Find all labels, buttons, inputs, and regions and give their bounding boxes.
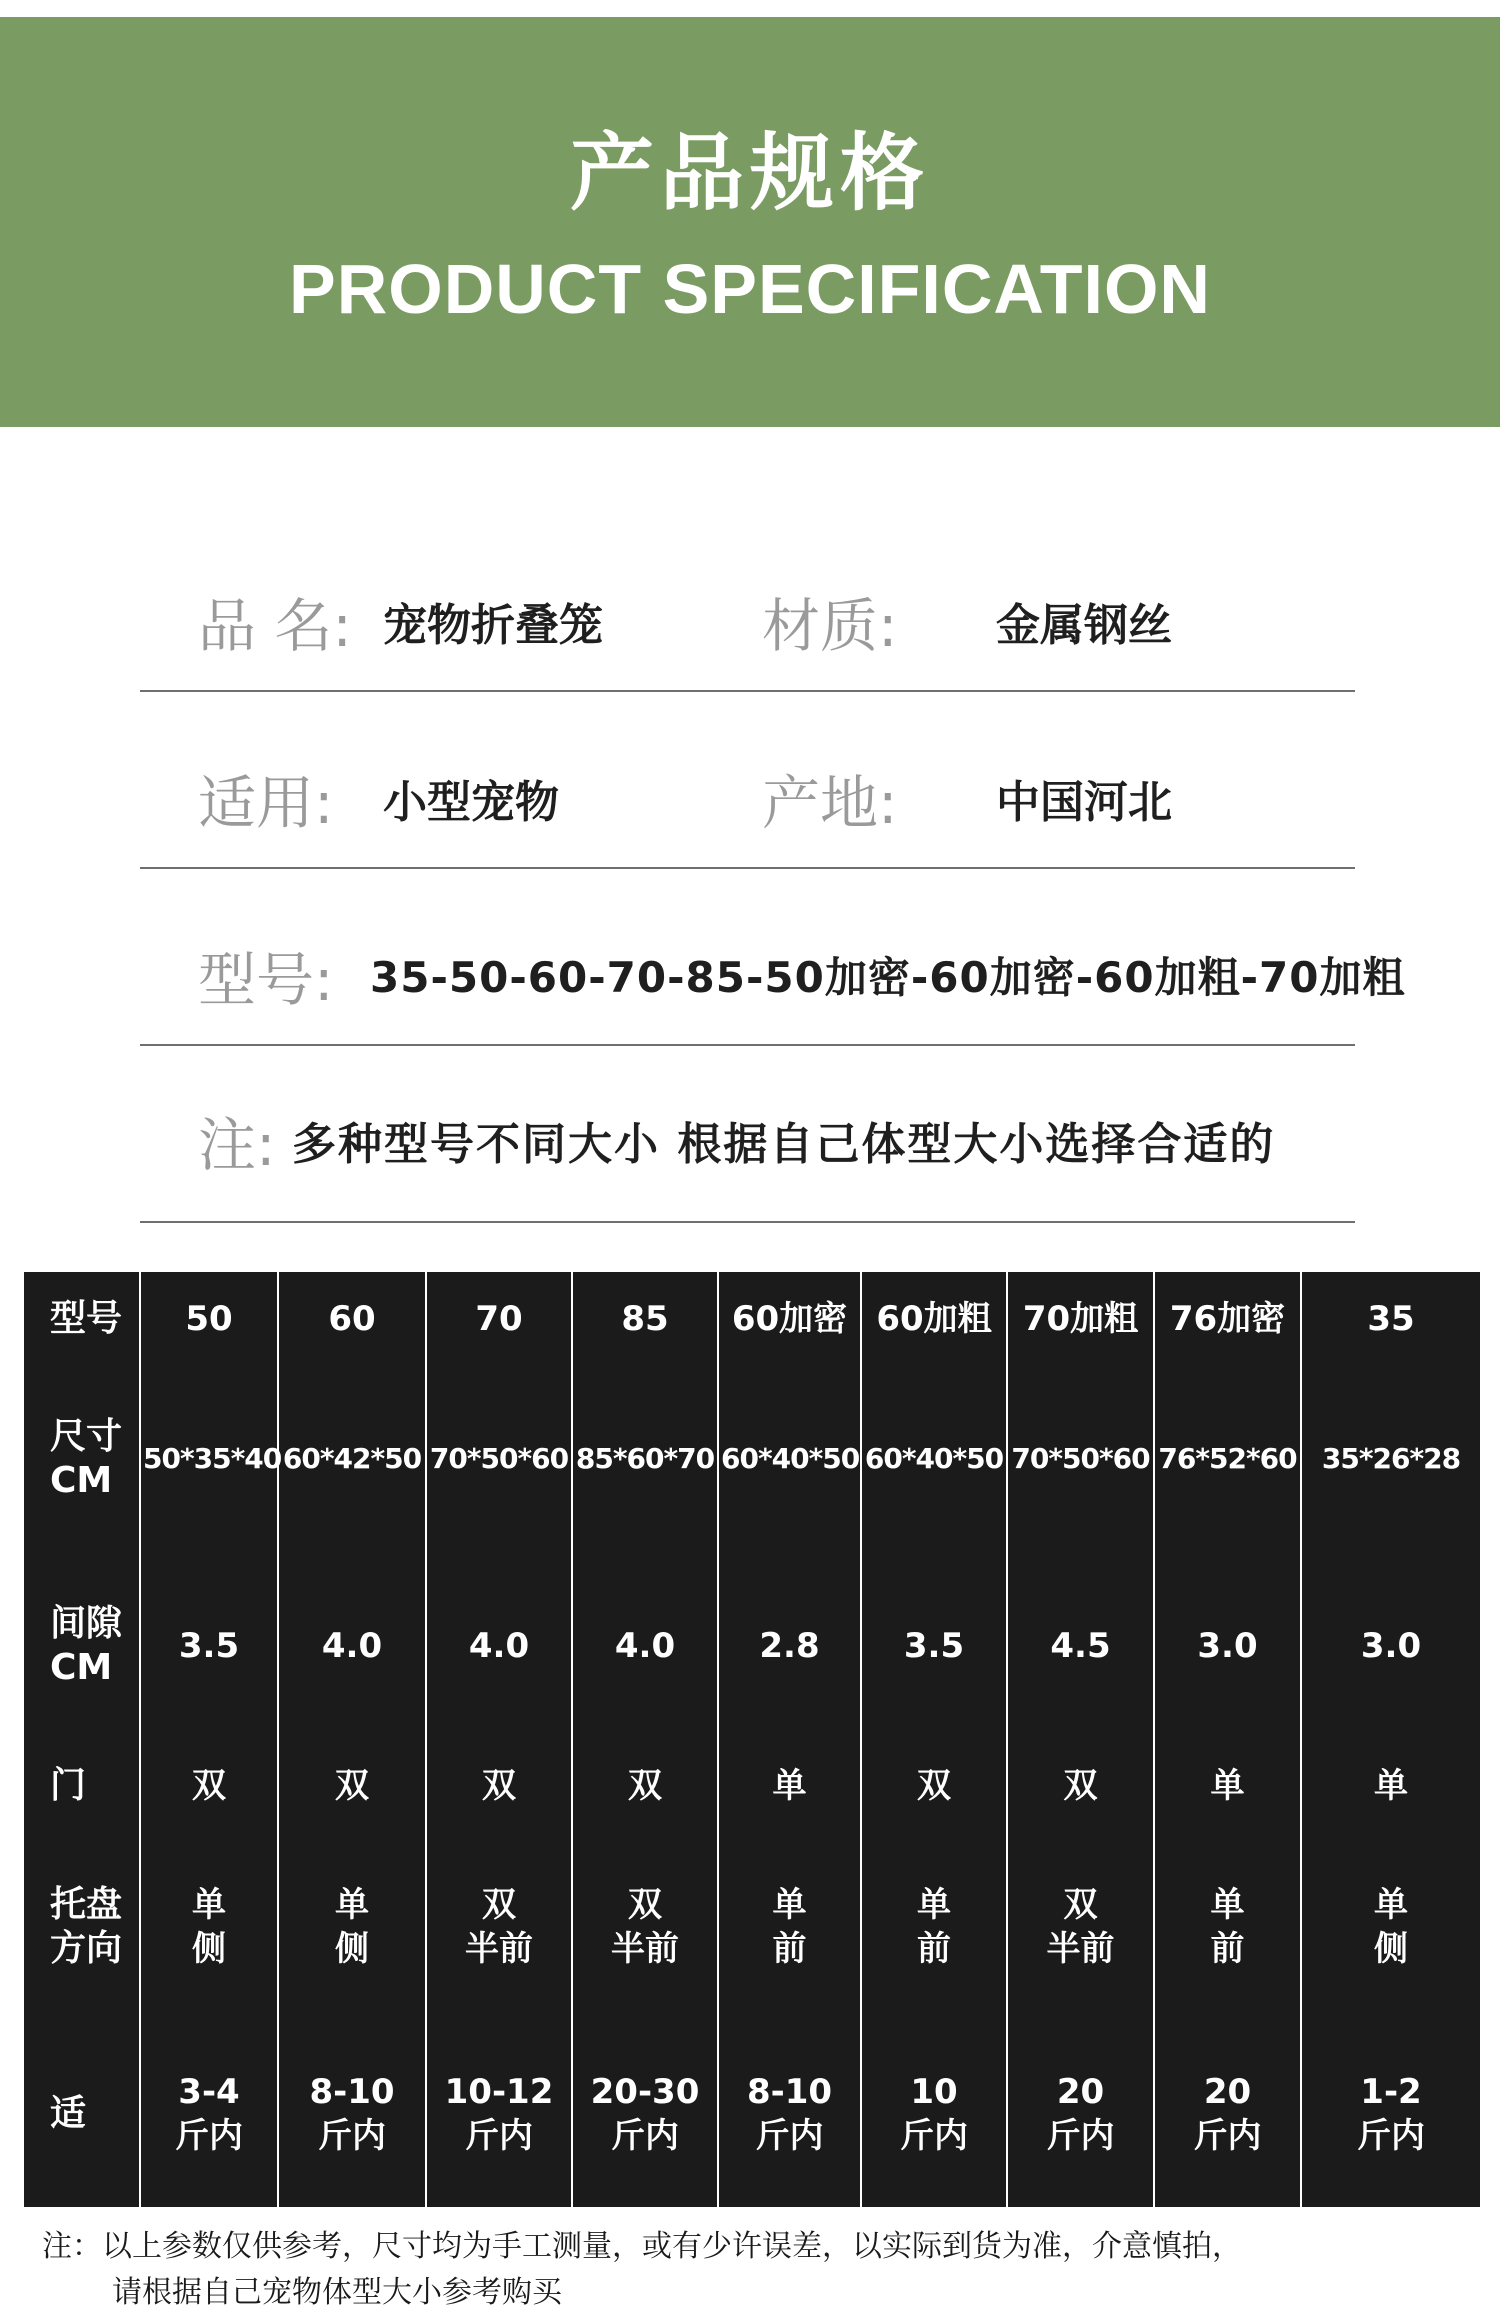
table-cell: 60 bbox=[278, 1272, 426, 1366]
table-cell: 单 侧 bbox=[1301, 1833, 1480, 2020]
table-cell: 2.8 bbox=[718, 1553, 861, 1740]
table-cell: 3.5 bbox=[861, 1553, 1007, 1740]
table-cell: 3-4 斤内 bbox=[140, 2020, 278, 2207]
table-cell: 70*50*60 bbox=[1007, 1366, 1154, 1553]
table-cell: 50 bbox=[140, 1272, 278, 1366]
table-row bbox=[24, 1833, 1480, 2020]
table-cell: 双 bbox=[140, 1740, 278, 1834]
divider bbox=[140, 1221, 1355, 1223]
table-cell: 4.0 bbox=[278, 1553, 426, 1740]
table-cell: 60*40*50 bbox=[861, 1366, 1007, 1553]
note-value: 多种型号不同大小 根据自己体型大小选择合适的 bbox=[292, 1119, 1276, 1170]
row-header: 型号 bbox=[50, 1297, 123, 1339]
table-row bbox=[24, 1366, 1480, 1553]
spec-table bbox=[24, 1272, 1480, 2207]
table-cell: 双 bbox=[426, 1740, 572, 1834]
table-cell: 8-10 斤内 bbox=[718, 2020, 861, 2207]
spec-row-model bbox=[140, 887, 1406, 1063]
table-cell: 70*50*60 bbox=[426, 1366, 572, 1553]
table-cell: 50*35*40 bbox=[140, 1366, 278, 1553]
usage-label: 适用: bbox=[198, 769, 334, 837]
divider bbox=[140, 690, 1355, 692]
row-header: 托盘 方向 bbox=[50, 1883, 123, 1969]
page-subtitle: PRODUCT SPECIFICATION bbox=[289, 249, 1211, 328]
table-cell: 20 斤内 bbox=[1154, 2020, 1301, 2207]
table-cell: 3.0 bbox=[1301, 1553, 1480, 1740]
table-cell: 单 前 bbox=[718, 1833, 861, 2020]
usage-value: 小型宠物 bbox=[383, 777, 559, 828]
table-cell: 3.0 bbox=[1154, 1553, 1301, 1740]
table-row bbox=[24, 1740, 1480, 1834]
table-cell: 76加密 bbox=[1154, 1272, 1301, 1366]
table-cell: 35*26*28 bbox=[1301, 1366, 1480, 1553]
table-cell: 4.0 bbox=[572, 1553, 718, 1740]
page-title: 产品规格 bbox=[569, 123, 930, 222]
note-label: 注: bbox=[198, 1111, 276, 1179]
row-header: 尺寸 CM bbox=[50, 1416, 123, 1501]
table-cell: 10 斤内 bbox=[861, 2020, 1007, 2207]
table-cell: 70加粗 bbox=[1007, 1272, 1154, 1366]
model-label: 型号: bbox=[198, 946, 334, 1014]
table-cell: 单 bbox=[1154, 1740, 1301, 1834]
material-value: 金属钢丝 bbox=[996, 600, 1172, 651]
table-cell: 4.0 bbox=[426, 1553, 572, 1740]
table-cell: 单 前 bbox=[861, 1833, 1007, 2020]
table-cell: 60加粗 bbox=[861, 1272, 1007, 1366]
origin-label: 产地: bbox=[762, 769, 898, 837]
table-cell: 3.5 bbox=[140, 1553, 278, 1740]
table-cell: 60*42*50 bbox=[278, 1366, 426, 1553]
table-cell: 1-2 斤内 bbox=[1301, 2020, 1480, 2207]
model-value: 35-50-60-70-85-50加密-60加密-60加粗-70加粗 bbox=[370, 953, 1406, 1002]
table-cell: 60加密 bbox=[718, 1272, 861, 1366]
footnote-line-2: 请根据自己宠物体型大小参考购买 bbox=[112, 2275, 562, 2310]
table-cell: 单 侧 bbox=[140, 1833, 278, 2020]
row-header: 适 bbox=[50, 2092, 87, 2134]
table-cell: 双 bbox=[861, 1740, 1007, 1834]
footnote-line-1: 注：以上参数仅供参考，尺寸均为手工测量，或有少许误差，以实际到货为准，介意慎拍， bbox=[42, 2229, 1242, 2264]
table-row bbox=[24, 1553, 1480, 1740]
table-cell: 单 侧 bbox=[278, 1833, 426, 2020]
row-header: 门 bbox=[50, 1765, 87, 1807]
material-label: 材质: bbox=[762, 592, 898, 660]
table-row bbox=[24, 2020, 1480, 2207]
table-cell: 20-30 斤内 bbox=[572, 2020, 718, 2207]
spec-table-panel bbox=[24, 1272, 1480, 2207]
table-cell: 单 前 bbox=[1154, 1833, 1301, 2020]
row-header: 间隙 CM bbox=[50, 1603, 123, 1688]
table-cell: 双 半前 bbox=[572, 1833, 718, 2020]
spec-row-name-material bbox=[140, 533, 1355, 709]
header-banner bbox=[0, 17, 1500, 427]
table-cell: 双 bbox=[1007, 1740, 1154, 1834]
table-cell: 70 bbox=[426, 1272, 572, 1366]
spec-row-note bbox=[140, 1052, 1355, 1228]
divider bbox=[140, 1044, 1355, 1046]
name-value: 宠物折叠笼 bbox=[383, 600, 603, 651]
table-cell: 双 半前 bbox=[1007, 1833, 1154, 2020]
origin-value: 中国河北 bbox=[996, 777, 1172, 828]
table-cell: 76*52*60 bbox=[1154, 1366, 1301, 1553]
spec-row-usage-origin bbox=[140, 710, 1355, 886]
footnote bbox=[42, 2224, 1472, 2316]
table-cell: 8-10 斤内 bbox=[278, 2020, 426, 2207]
divider bbox=[140, 867, 1355, 869]
table-cell: 85*60*70 bbox=[572, 1366, 718, 1553]
table-cell: 85 bbox=[572, 1272, 718, 1366]
table-cell: 单 bbox=[1301, 1740, 1480, 1834]
table-cell: 20 斤内 bbox=[1007, 2020, 1154, 2207]
table-cell: 双 bbox=[572, 1740, 718, 1834]
table-row bbox=[24, 1272, 1480, 1366]
name-label: 品 名: bbox=[198, 592, 352, 660]
table-cell: 单 bbox=[718, 1740, 861, 1834]
table-cell: 双 bbox=[278, 1740, 426, 1834]
table-cell: 10-12 斤内 bbox=[426, 2020, 572, 2207]
table-cell: 35 bbox=[1301, 1272, 1480, 1366]
table-cell: 双 半前 bbox=[426, 1833, 572, 2020]
table-cell: 4.5 bbox=[1007, 1553, 1154, 1740]
table-cell: 60*40*50 bbox=[718, 1366, 861, 1553]
